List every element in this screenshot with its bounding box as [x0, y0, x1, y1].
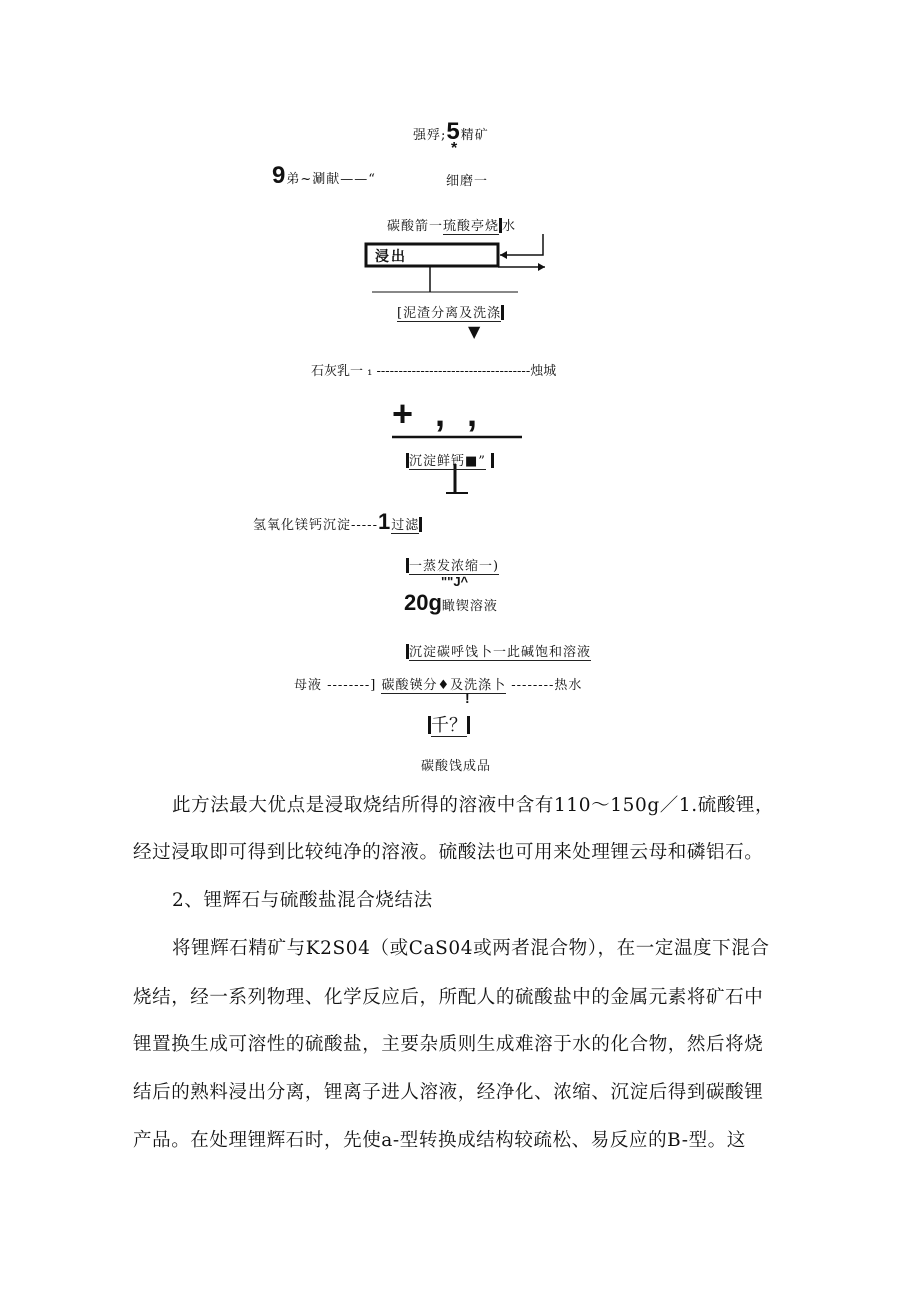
- concentration-value: 20g: [404, 590, 442, 615]
- paragraph-2-line-4: 结后的熟料浸出分离，锂离子进人溶液，经净化、浓缩、沉淀后得到碳酸锂: [133, 1082, 764, 1103]
- paragraph-1-line-2: 经过浸取即可得到比较纯净的溶液。硫酸法也可用来处理锂云母和磷铝石。: [133, 842, 764, 863]
- product-label: 碳酸饯成品: [421, 759, 492, 774]
- ore-label-a: 强殍;: [413, 128, 447, 143]
- filter-line: [253, 509, 422, 535]
- left-label-text: 弟~涮献——“: [286, 172, 376, 187]
- ore-label-b: 精矿: [460, 128, 489, 143]
- roast-label-b: 琉酸亭烧: [443, 219, 500, 234]
- leach-box-label: 浸出: [375, 249, 407, 265]
- evaporate-step: [406, 555, 499, 574]
- feed-arrow-upper: [500, 251, 507, 259]
- paragraph-2-line-3: 锂置换生成可溶性的硫酸盐，主要杂质则生成难溶于水的化合物，然后将烧: [133, 1034, 764, 1055]
- filter-bar: [419, 517, 422, 532]
- hot-water-label: --------热水: [506, 678, 583, 693]
- filter-label: 过滤: [391, 518, 420, 533]
- precip-carbonate-label: 沉淀碳呼饯卜一此碱饱和溶液: [409, 645, 592, 660]
- separation-bar: [501, 305, 504, 320]
- filter-number: 1: [377, 509, 392, 534]
- roast-step: [387, 215, 516, 234]
- concentrate-line: [404, 590, 498, 616]
- water-label: 水: [502, 219, 517, 234]
- paragraph-2-line-2: 烧结，经一系列物理、化学反应后，所配人的硫酸盐中的金属元素将矿石中: [133, 987, 764, 1008]
- flow-left-label: [272, 162, 376, 190]
- roast-label-a: 碳酸箭一: [387, 219, 444, 234]
- section-heading-2: 2、锂辉石与硫酸盐混合烧结法: [172, 890, 433, 911]
- precip-carbonate-step: [406, 641, 591, 660]
- mother-liquor-label: 母液 --------]: [294, 678, 382, 693]
- separation-label: [泥渣分离及洗涤: [397, 306, 502, 321]
- dry-step: [428, 711, 470, 737]
- down-arrow: ▼: [468, 322, 481, 341]
- marks-2: ""J^: [441, 574, 469, 589]
- separation-step: [397, 302, 504, 321]
- grind-step: 细磨一: [446, 174, 489, 189]
- paragraph-2-line-5: 产品。在处理锂辉石时，先使a-型转换成结构较疏松、易反应的B-型。这: [133, 1130, 746, 1151]
- ore-label-number: 5: [446, 118, 461, 145]
- left-number: 9: [272, 162, 287, 189]
- exclamation-mark: !: [465, 690, 470, 706]
- paragraph-2-line-1: 将锂辉石精矿与K2S04（或CaS04或两者混合物），在一定温度下混合: [172, 938, 770, 959]
- mg-precipitate-label: 氢氧化镁钙沉淀-----: [253, 518, 378, 533]
- mother-liquor-line: [294, 674, 582, 693]
- precipitate-bar-right: [491, 453, 494, 468]
- lime-line: 石灰乳一 ₁ -----------------------------------烛城: [311, 364, 557, 379]
- concentration-label: 瞰锲溶液: [441, 599, 498, 614]
- wash-label: 碳酸锳分♦及洗涤卜: [381, 678, 507, 693]
- precipitate-step: [406, 450, 494, 469]
- precipitate-label: 沉淀鲜钙■”: [409, 454, 486, 469]
- dry-label: 千？: [431, 715, 467, 736]
- star-mark: *: [451, 140, 458, 157]
- plus-marks: + , ,: [392, 393, 484, 434]
- feed-arrow-lower: [538, 263, 545, 271]
- evaporate-label: 一蒸发浓缩一): [409, 559, 500, 574]
- dry-bar-right: [467, 716, 470, 734]
- paragraph-1-line-1: 此方法最大优点是浸取烧结所得的溶液中含有110～150g／1.硫酸锂，: [172, 795, 775, 816]
